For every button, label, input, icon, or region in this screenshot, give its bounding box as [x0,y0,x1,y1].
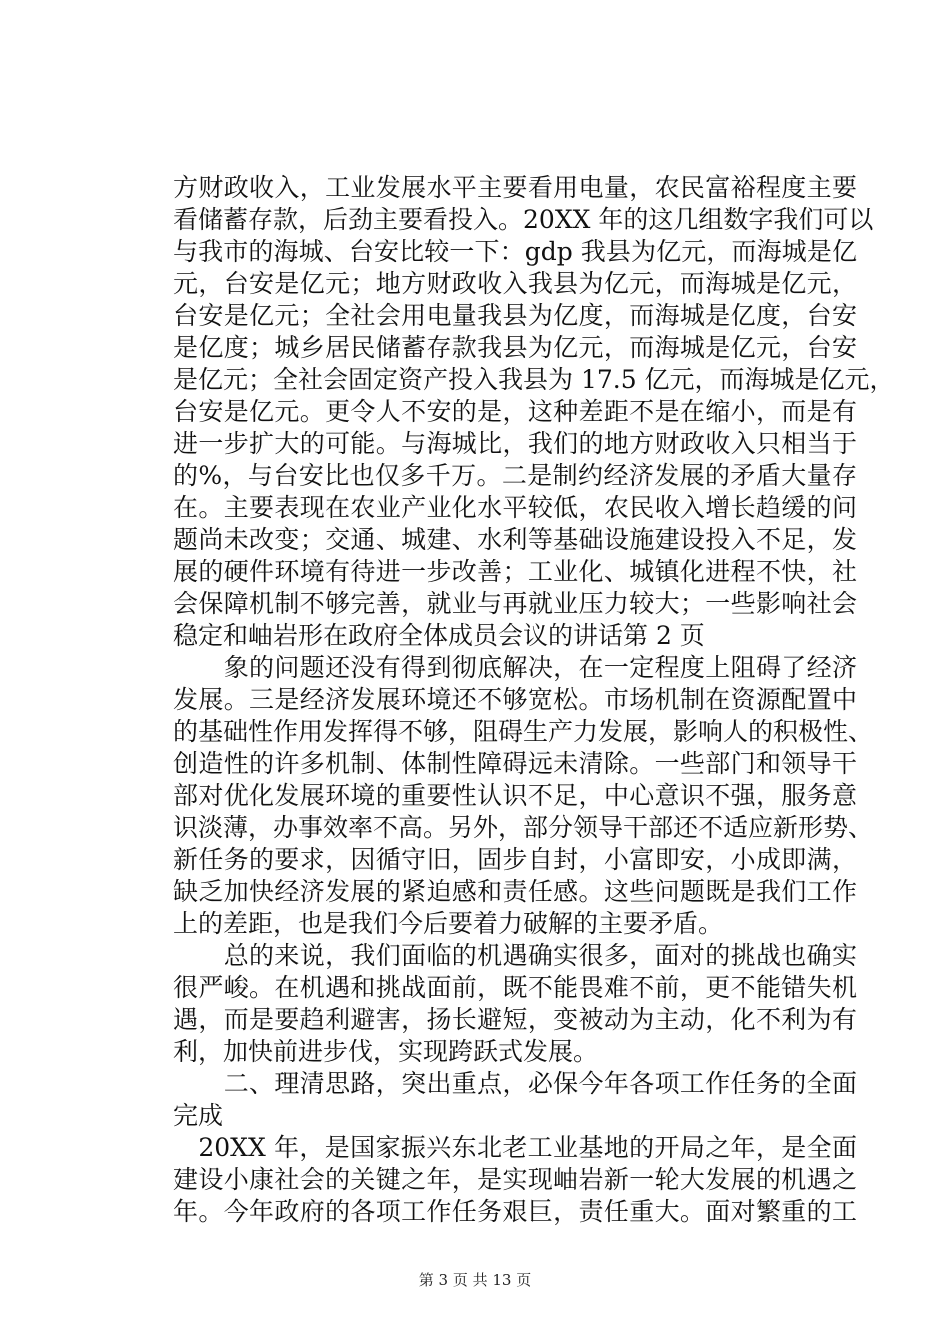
text-line: 的基础性作用发挥得不够，阻碍生产力发展，影响人的积极性、 [173,717,874,746]
text-line: 台安是亿元。更令人不安的是，这种差距不是在缩小，而是有 [173,397,857,426]
page-number-footer: 第 3 页 共 13 页 [418,1271,532,1289]
text-line: 题尚未改变；交通、城建、水利等基础设施建设投入不足，发 [173,525,857,554]
text-line: 进一步扩大的可能。与海城比，我们的地方财政收入只相当于 [173,429,857,458]
text-line: 缺乏加快经济发展的紧迫感和责任感。这些问题既是我们工作 [173,877,857,906]
text-line: 方财政收入，工业发展水平主要看用电量，农民富裕程度主要 [173,173,857,202]
text-line: 建设小康社会的关键之年，是实现岫岩新一轮大发展的机遇之 [173,1165,857,1194]
text-line: 与我市的海城、台安比较一下：gdp 我县为亿元，而海城是亿 [173,237,857,266]
text-line: 是亿度；城乡居民储蓄存款我县为亿元，而海城是亿元，台安 [173,333,857,362]
text-line: 年。今年政府的各项工作任务艰巨，责任重大。面对繁重的工 [173,1197,857,1226]
text-line: 利，加快前进步伐，实现跨跃式发展。 [173,1037,599,1066]
text-line: 稳定和岫岩形在政府全体成员会议的讲话第 2 页 [173,621,705,650]
text-line: 展的硬件环境有待进一步改善；工业化、城镇化进程不快，社 [173,557,857,586]
text-line: 会保障机制不够完善，就业与再就业压力较大；一些影响社会 [173,589,857,618]
text-line: 元，台安是亿元；地方财政收入我县为亿元，而海城是亿元， [173,269,857,298]
text-line: 象的问题还没有得到彻底解决，在一定程度上阻碍了经济 [173,653,857,682]
text-line: 识淡薄，办事效率不高。另外，部分领导干部还不适应新形势、 [173,813,874,842]
document-body [173,172,895,1228]
text-line: 台安是亿元；全社会用电量我县为亿度，而海城是亿度，台安 [173,301,857,330]
text-line: 完成 [173,1101,224,1130]
text-line: 遇，而是要趋利避害，扬长避短，变被动为主动，化不利为有 [173,1005,857,1034]
text-line: 二、理清思路，突出重点，必保今年各项工作任务的全面 [173,1069,857,1098]
text-line: 总的来说，我们面临的机遇确实很多，面对的挑战也确实 [173,941,857,970]
text-line: 发展。三是经济发展环境还不够宽松。市场机制在资源配置中 [173,685,857,714]
text-line: 新任务的要求，因循守旧，固步自封，小富即安，小成即满， [173,845,857,874]
text-line: 看储蓄存款，后劲主要看投入。20XX 年的这几组数字我们可以 [173,205,874,234]
text-line: 创造性的许多机制、体制性障碍远未清除。一些部门和领导干 [173,749,857,778]
text-line: 是亿元；全社会固定资产投入我县为 17.5 亿元，而海城是亿元， [173,365,895,394]
text-line: 很严峻。在机遇和挑战面前，既不能畏难不前，更不能错失机 [173,973,857,1002]
text-line: 的%，与台安比也仅多千万。二是制约经济发展的矛盾大量存 [173,461,857,490]
text-line: 20XX 年，是国家振兴东北老工业基地的开局之年，是全面 [173,1133,857,1162]
text-line: 部对优化发展环境的重要性认识不足，中心意识不强，服务意 [173,781,857,810]
text-line: 在。主要表现在农业产业化水平较低，农民收入增长趋缓的问 [173,493,857,522]
text-line: 上的差距，也是我们今后要着力破解的主要矛盾。 [173,909,724,938]
